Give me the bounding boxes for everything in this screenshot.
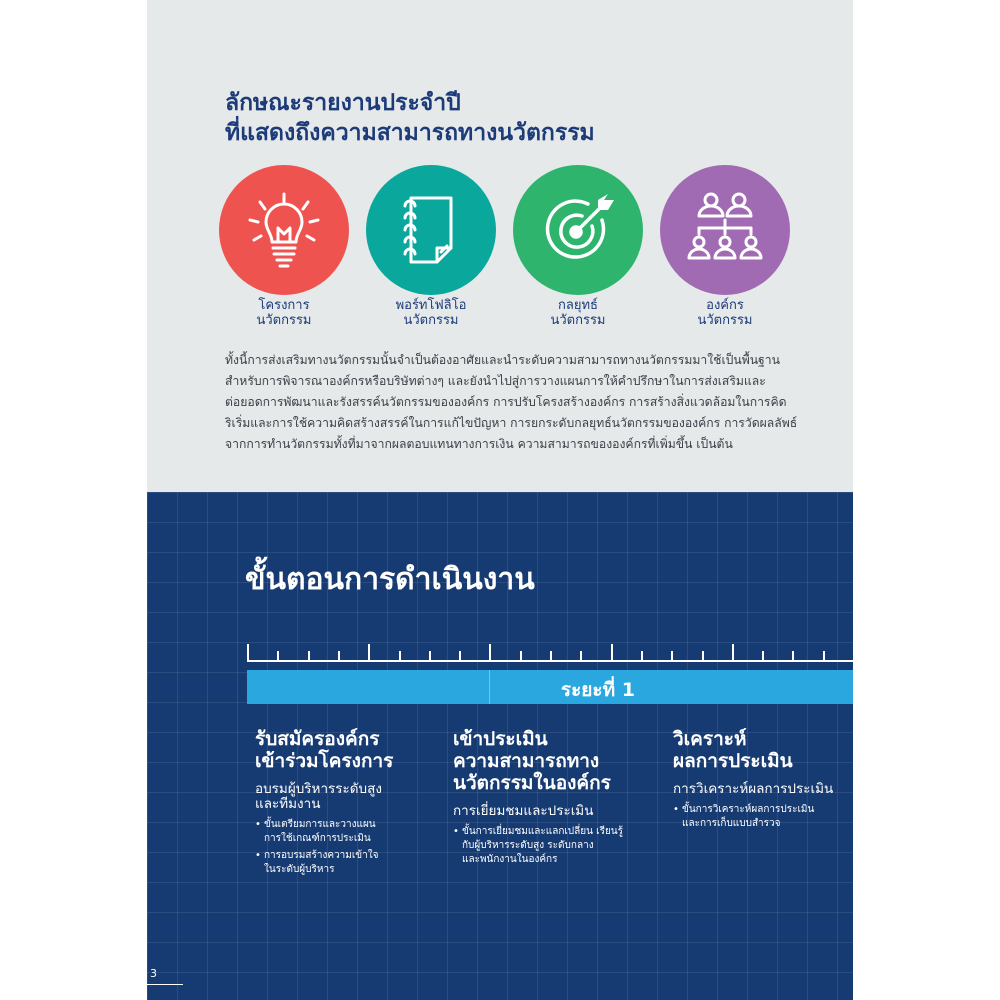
document-page [147, 0, 853, 1000]
icon-label-portfolio: พอร์ทโฟลิโอ นวัตกรรม [395, 298, 467, 328]
ruler-tick [671, 651, 673, 662]
step-column-1 [255, 728, 455, 880]
ruler-tick [550, 651, 552, 662]
step-2-bullets [453, 825, 663, 867]
icon-label-organization: องค์กร นวัตกรรม [697, 298, 753, 328]
org-chart-icon [660, 165, 790, 295]
timeline-ruler [247, 632, 853, 662]
title-line-1: ลักษณะรายงานประจำปี [225, 90, 461, 116]
phase-bar [247, 670, 853, 704]
icon-item-organization [660, 165, 790, 328]
ruler-tick [368, 644, 370, 662]
icon-item-project [219, 165, 349, 328]
steps-title: ขั้นตอนการดำเนินงาน [245, 562, 535, 597]
list-item: • ขั้นการเยี่ยมชมและแลกเปลี่ยน เรียนรู้ กับผู้บริหารระดับสูง ระดับกลาง และพนักงานในองค์กร [453, 825, 663, 867]
ruler-tick [308, 651, 310, 662]
icon-item-strategy [513, 165, 643, 328]
ruler-tick [338, 651, 340, 662]
ruler-tick [641, 651, 643, 662]
page-number-rule [147, 984, 183, 985]
ruler-tick [489, 644, 491, 662]
steps-section [147, 492, 853, 1000]
list-item: • ขั้นการวิเคราะห์ผลการประเมิน และการเก็บแบบสำรวจ [673, 803, 853, 831]
target-icon [513, 165, 643, 295]
list-item: • ขั้นเตรียมการและวางแผน การใช้เกณฑ์การประเมิน [255, 818, 455, 846]
lightbulb-icon [219, 165, 349, 295]
icon-item-portfolio [366, 165, 496, 328]
ruler-tick [762, 651, 764, 662]
list-item: • การอบรมสร้างความเข้าใจ ในระดับผู้บริหาร [255, 849, 455, 877]
ruler-tick [823, 651, 825, 662]
ruler-tick [399, 651, 401, 662]
icon-row [219, 165, 789, 335]
icon-label-strategy: กลยุทธ์ นวัตกรรม [550, 298, 606, 328]
intro-paragraph: ทั้งนี้การส่งเสริมทางนวัตกรรมนั้นจำเป็นต้องอาศัยและนำระดับความสามารถทางนวัตกรรมมาใช้เป็นพื้นฐาน สำหรับการพิจารณาองค์กรหรือบริษัทต่างๆ และยังนำไปสู่การวางแผนการให้คำปรึกษาในการส่งเสริมและ ต่อยอดการพัฒนาและรังสรรค์นวัตกรรมขององค์กร การปรับโครงสร้างองค์กร การสร้างสิ่งแวดล้อมในการคิด ริเริ่มและการใช้ความคิดสร้างสรรค์ในการแก้ไขปัญหา การยกระดับกลยุทธ์นวัตกรรมขององค์กร การวัดผลลัพธ์ จากการทำนวัตกรรมทั้งที่มาจากผลตอบแทนทางการเงิน ความสามารถขององค์กรที่เพิ่มขึ้น เป็นต้น [225, 353, 798, 451]
ruler-tick [429, 651, 431, 662]
step-3-subtitle: การวิเคราะห์ผลการประเมิน [673, 781, 834, 797]
page-number: 3 [150, 967, 157, 980]
step-column-3 [673, 728, 853, 834]
step-2-title: เข้าประเมิน ความสามารถทาง นวัตกรรมในองค์กร [453, 728, 611, 794]
ruler-tick [520, 651, 522, 662]
phase-label: ระยะที่ 1 [560, 679, 635, 701]
step-1-bullets [255, 818, 455, 877]
page-title [225, 88, 595, 148]
step-3-title: วิเคราะห์ ผลการประเมิน [673, 728, 793, 772]
step-column-2 [453, 728, 663, 870]
step-2-subtitle: การเยี่ยมชมและประเมิน [453, 803, 594, 819]
ruler-tick [580, 651, 582, 662]
step-1-subtitle: อบรมผู้บริหารระดับสูง และทีมงาน [255, 781, 382, 812]
ruler-tick [702, 651, 704, 662]
ruler-tick [792, 651, 794, 662]
ruler-tick [732, 644, 734, 662]
step-1-title: รับสมัครองค์กร เข้าร่วมโครงการ [255, 728, 394, 772]
step-3-bullets [673, 803, 853, 831]
ruler-tick [277, 651, 279, 662]
ruler-tick [611, 644, 613, 662]
title-line-2: ที่แสดงถึงความสามารถทางนวัตกรรม [225, 120, 595, 146]
icon-label-project: โครงการ นวัตกรรม [256, 298, 312, 328]
ruler-tick [459, 651, 461, 662]
phase-divider [489, 670, 490, 704]
notebook-icon [366, 165, 496, 295]
ruler-tick [247, 644, 249, 662]
